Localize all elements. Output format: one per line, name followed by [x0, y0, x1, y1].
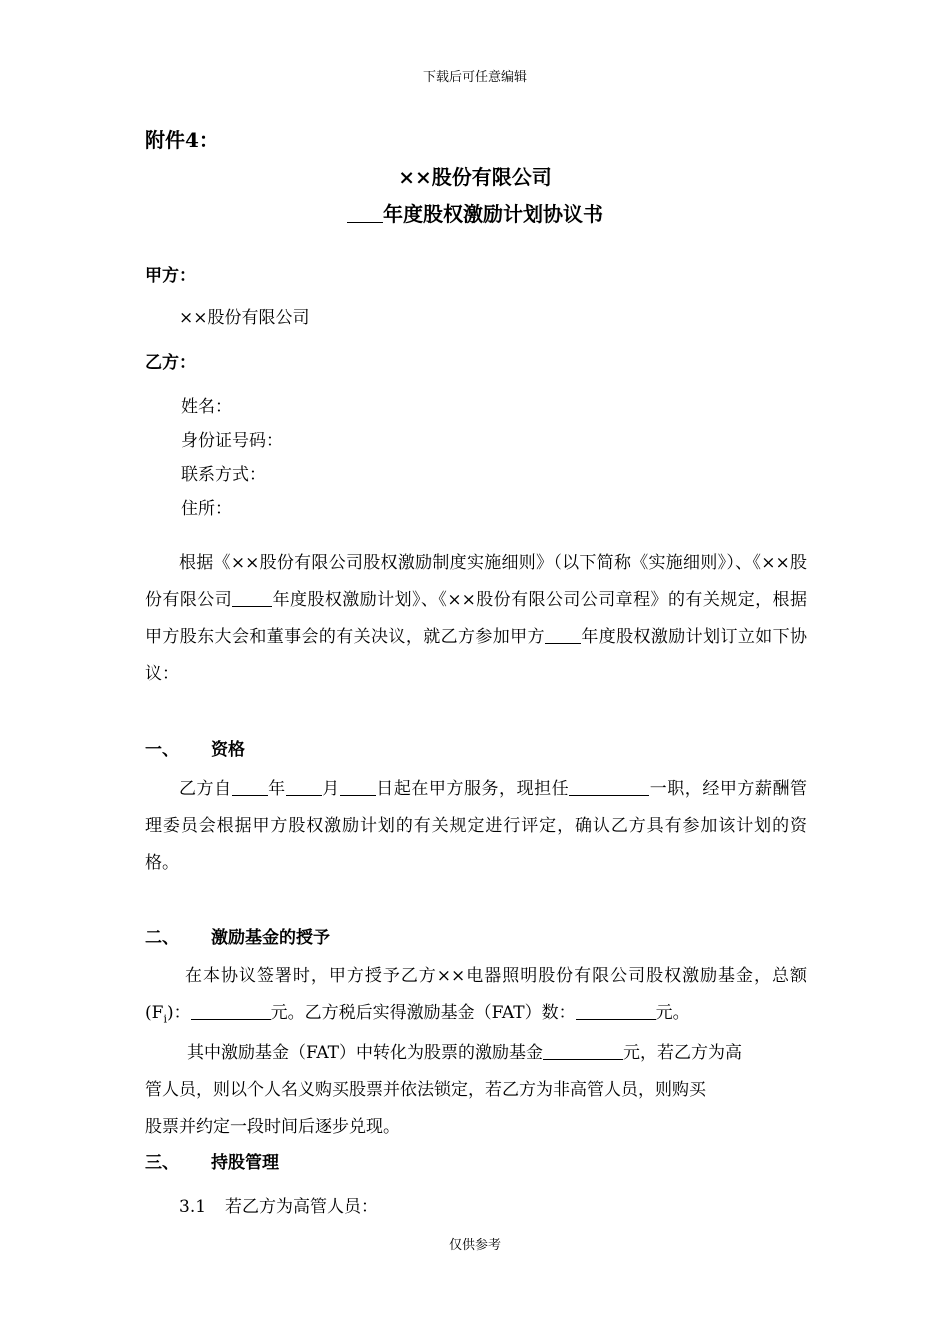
blank-start-year[interactable] [232, 778, 268, 796]
blank-stock-amount[interactable] [543, 1042, 623, 1060]
blank-fat-amount[interactable] [576, 1002, 656, 1020]
title-agreement: 年度股权激励计划协议书 [0, 198, 950, 227]
page-footer: 仅供参考 [448, 1238, 501, 1253]
section-2-paragraph-1: 在本协议签署时，甲方授予乙方××电器照明股份有限公司股权激励基金，总额$(F_i)$： 元。乙方税后实得激励基金（FAT）数： 元。 [145, 966, 807, 1026]
section-2-paragraph-2-line-3: 股票并约定一段时间后逐步兑现。 [145, 1117, 400, 1137]
page-header: 下载后可任意编辑 [422, 70, 527, 85]
section-2-heading: 二、 激励基金的授予 [145, 928, 330, 948]
section-1-heading: 一、 资格 [145, 740, 245, 760]
party-b-field-address: 住所： [181, 499, 232, 519]
blank-start-day[interactable] [340, 778, 376, 796]
blank-year[interactable] [545, 626, 581, 644]
blank-start-month[interactable] [286, 778, 322, 796]
blank-year[interactable] [232, 589, 272, 607]
party-b-field-contact: 联系方式： [181, 465, 266, 485]
section-3-heading: 三、 持股管理 [145, 1153, 279, 1173]
party-b-field-id: 身份证号码： [181, 431, 283, 451]
party-a-label: 甲方： [145, 266, 196, 286]
section-2-paragraph-2-line-2: 管人员，则以个人名义购买股票并依法锁定，若乙方为非高管人员，则购买 [145, 1080, 706, 1100]
blank-total-amount[interactable] [191, 1002, 271, 1020]
blank-year[interactable] [347, 202, 383, 223]
attachment-label: 附件4： [145, 128, 219, 152]
section-2-paragraph-2-line-1: 其中激励基金（FAT）中转化为股票的激励基金 元，若乙方为高 [187, 1043, 743, 1063]
party-b-label: 乙方： [145, 353, 196, 373]
party-a-name: ××股份有限公司 [179, 308, 310, 328]
party-b-field-name: 姓名： [181, 397, 232, 417]
section-1-paragraph: 乙方自 年 月 日起在甲方服务，现担任 一职，经甲方薪酬管理委员会根据甲方股权激励计划的有关规定进行评定，确认乙方具有参加该计划的资格。 [145, 779, 808, 873]
preamble-paragraph: 根据《××股份有限公司股权激励制度实施细则》（以下简称《实施细则》）、《××股份有限公司 年度股权激励计划》、《××股份有限公司公司章程》的有关规定，根据甲方股东大会和董事会的有关决议，就乙方参加甲方 年度股权激励计划订立如下协议： [145, 553, 808, 684]
title-company: ××股份有限公司 [398, 165, 552, 189]
blank-position[interactable] [569, 778, 649, 796]
section-3-item-1: 3.1 若乙方为高管人员： [179, 1197, 378, 1217]
